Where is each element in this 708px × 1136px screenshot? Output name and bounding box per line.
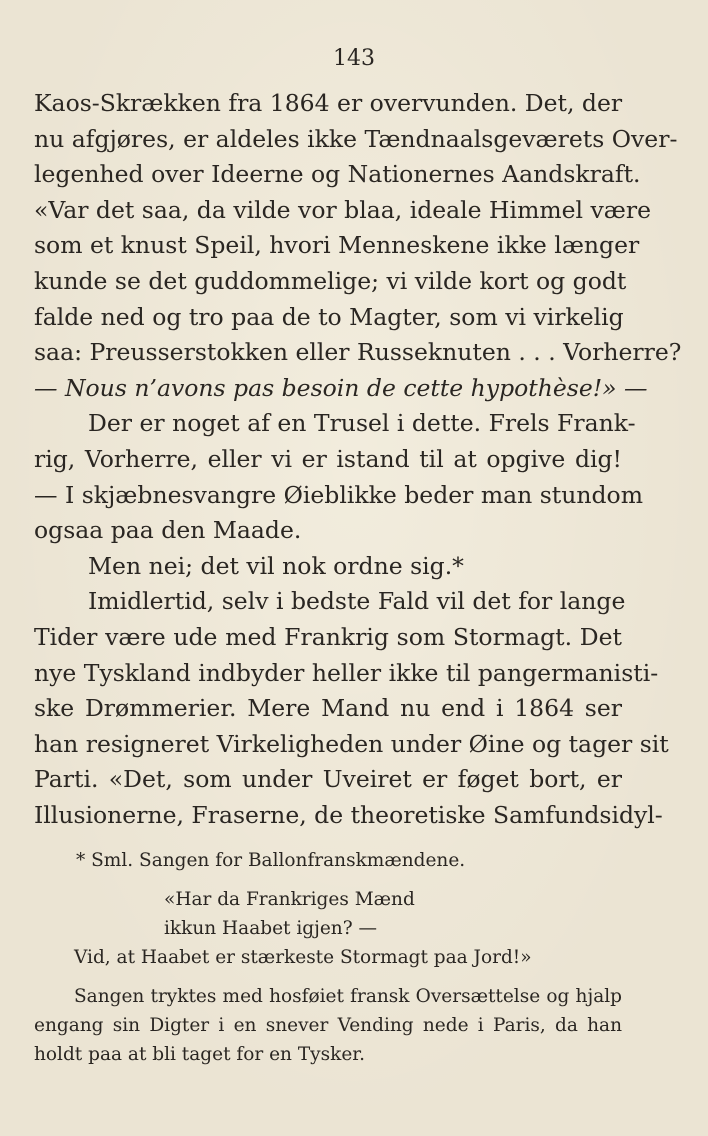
text-line: nu afgjøres, er aldeles ikke Tændnaalsgeværets Over-	[34, 124, 678, 153]
footnote	[34, 846, 622, 1069]
text-line: legenhed over Ideerne og Nationernes Aandskraft.	[34, 160, 641, 189]
text-line: Illusionerne, Fraserne, de theoretiske Samfundsidyl-	[34, 800, 663, 829]
page-number: 143	[333, 46, 375, 71]
text-line: som et knust Speil, hvori Menneskene ikke længer	[34, 231, 640, 260]
footnote-spacer	[34, 972, 622, 982]
text-line: saa: Preusserstokken eller Russeknuten . . . Vorherre?	[34, 338, 682, 367]
text-line: Parti. «Det, som under Uveiret er føget bort, er	[34, 765, 622, 794]
text-line: rig, Vorherre, eller vi er istand til at opgive dig!	[34, 444, 622, 473]
text-line: kunde se det guddommelige; vi vilde kort og godt	[34, 266, 627, 295]
footnote-note-line: holdt paa at bli taget for en Tysker.	[34, 1044, 365, 1065]
body-text	[34, 86, 682, 833]
text-line: ske Drømmerier. Mere Mand nu end i 1864 ser	[34, 694, 622, 723]
text-line: «Var det saa, da vilde vor blaa, ideale Himmel være	[34, 195, 652, 224]
footnote-verse-line: ikkun Haabet igjen? —	[164, 918, 378, 939]
text-line: han resigneret Virkeligheden under Øine og tager sit	[34, 729, 669, 758]
text-line: Der er noget af en Trusel i dette. Frels Frank-	[88, 409, 636, 438]
text-line: — I skjæbnesvangre Øieblikke beder man stundom	[34, 480, 643, 509]
text-line: nye Tyskland indbyder heller ikke til pangermanisti-	[34, 658, 659, 687]
text-line: Kaos-Skrækken fra 1864 er overvunden. Det, der	[34, 89, 623, 117]
text-line: ogsaa paa den Maade.	[34, 516, 302, 545]
text-line: Tider være ude med Frankrig som Stormagt. Det	[34, 622, 622, 651]
footnote-note-line: Sangen tryktes med hosføiet fransk Oversættelse og hjalp	[74, 986, 622, 1007]
text-line: Imidlertid, selv i bedste Fald vil det for lange	[88, 587, 626, 616]
text-line: falde ned og tro paa de to Magter, som vi virkelig	[34, 302, 624, 331]
footnote-verse-line: «Har da Frankriges Mænd	[164, 889, 415, 910]
text-line: Men nei; det vil nok ordne sig.*	[88, 551, 464, 580]
footnote-intro: * Sml. Sangen for Ballonfranskmændene.	[76, 850, 466, 871]
footnote-verse-line: Vid, at Haabet er stærkeste Stormagt paa Jord!»	[74, 947, 532, 968]
footnote-note-line: engang sin Digter i en snever Vending nede i Paris, da han	[34, 1015, 622, 1036]
text-line-quote: — Nous n’avons pas besoin de cette hypothèse!» —	[34, 373, 648, 402]
footnote-spacer	[34, 875, 622, 885]
